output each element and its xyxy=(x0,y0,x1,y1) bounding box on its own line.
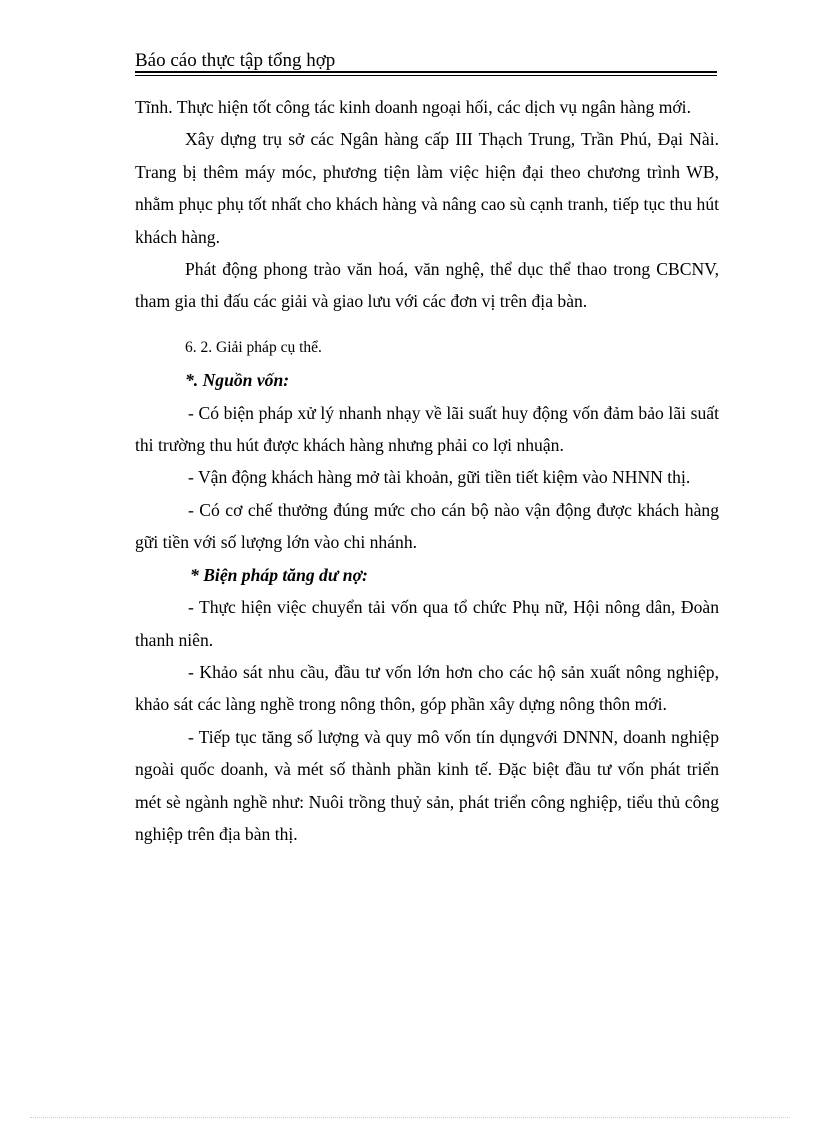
paragraph-1: Tĩnh. Thực hiện tốt công tác kinh doanh ngoại hối, các dịch vụ ngân hàng mới. xyxy=(135,97,691,117)
debt-item-2: - Khảo sát nhu cầu, đầu tư vốn lớn hơn cho các hộ sản xuất nông nghiệp, khảo sát các làng nghề trong nông thôn, góp phần xây dựng nông thôn mới. xyxy=(135,661,719,715)
paragraph-3: Phát động phong trào văn hoá, văn nghệ, thể dục thể thao trong CBCNV, tham gia thi đấu các giải và giao lưu với các đơn vị trên địa bàn. xyxy=(135,259,719,312)
paragraph-2: Xây dựng trụ sở các Ngân hàng cấp III Thạch Trung, Trần Phú, Đại Nài. Trang bị thêm máy móc, phương tiện làm việc hiện đại theo chương trình WB, nhằm phục phụ tốt nhất cho khách hàng và nâng cao sù cạnh tranh, tiếp tục thu hút khách hàng. xyxy=(135,129,719,247)
page-bottom-divider xyxy=(30,1117,790,1118)
document-body xyxy=(135,91,719,850)
debt-heading: * Biện pháp tăng dư nợ: xyxy=(190,564,368,585)
debt-item-3: - Tiếp tục tăng số lượng và quy mô vốn tín dụngvới DNNN, doanh nghiệp ngoài quốc doanh, và mét số thành phần kinh tế. Đặc biệt đầu tư vốn phát triển mét sè ngành nghề như: Nuôi trồng thuỷ sản, phát triển công nghiệp, tiểu thủ công nghiệp trên địa bàn thị. xyxy=(135,726,719,844)
capital-item-3: - Có cơ chế thưởng đúng mức cho cán bộ nào vận động được khách hàng gữi tiền với số lượng lớn vào chi nhánh. xyxy=(135,499,719,553)
header-title: Báo cáo thực tập tổng hợp xyxy=(135,50,336,71)
capital-item-1: - Có biện pháp xử lý nhanh nhạy về lãi suất huy động vốn đảm bảo lãi suất thi trường thu hút được khách hàng nhưng phải co lợi nhuận. xyxy=(135,402,719,456)
header-rule-thin xyxy=(135,75,717,76)
capital-heading: *. Nguồn vốn: xyxy=(185,370,290,391)
section-heading: 6. 2. Giải pháp cụ thể. xyxy=(185,338,322,356)
debt-item-1: - Thực hiện việc chuyển tải vốn qua tổ chức Phụ nữ, Hội nông dân, Đoàn thanh niên. xyxy=(135,597,719,650)
header-rule xyxy=(135,71,717,73)
capital-item-2: - Vận động khách hàng mở tài khoản, gữi tiền tiết kiệm vào NHNN thị. xyxy=(188,467,691,488)
page-header xyxy=(135,50,717,76)
